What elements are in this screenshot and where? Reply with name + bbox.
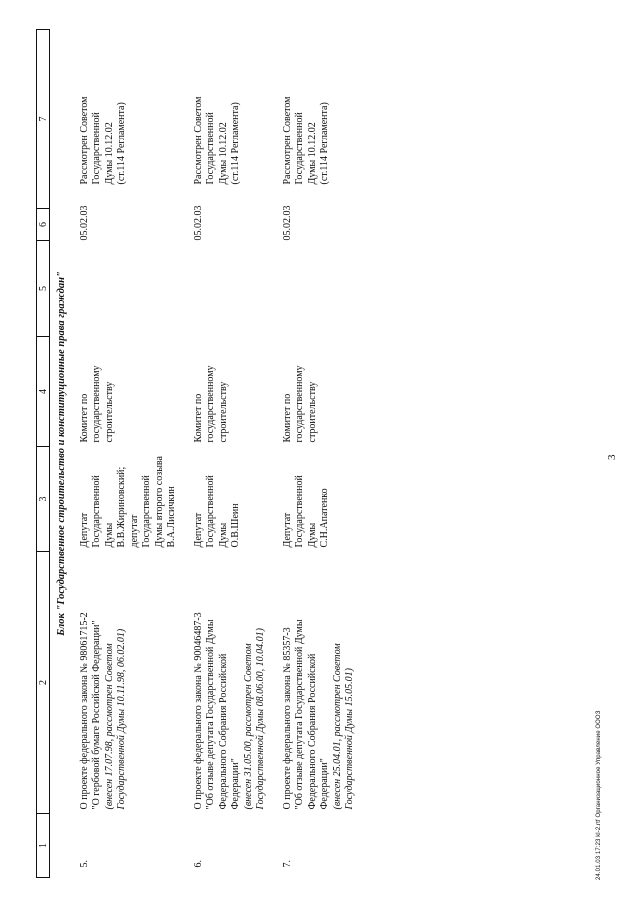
bill-title-cell: [193, 552, 282, 814]
text-line: (ст.114 Регламента): [319, 102, 330, 185]
text-line: Депутат: [192, 512, 204, 548]
status-cell: [79, 30, 193, 209]
text-line: Государственной: [205, 475, 216, 548]
bill-title-cell: [282, 552, 371, 814]
item-number: 7.: [281, 860, 293, 868]
text-line: депутат: [128, 514, 140, 548]
text-line: строительству: [103, 381, 115, 443]
bill-title-cell: [79, 552, 193, 814]
text-line: строительству: [217, 381, 229, 443]
column-header: 2: [37, 552, 50, 814]
text-line: О проекте федерального закона № 85357-3: [281, 627, 293, 810]
text-line: государственному: [205, 365, 216, 443]
text-line: Комитет по: [281, 393, 293, 443]
column-header: 5: [37, 241, 50, 337]
text-line: Комитет по: [192, 393, 204, 443]
text-line: В.А.Лисичкин: [166, 486, 177, 548]
text-line: Государственной: [141, 475, 152, 548]
footer-text: 24.01.03 17:23 kl-2.rtf Организационное Управление ОООЗ: [596, 710, 602, 880]
block-title-row: [50, 30, 79, 878]
authors-cell: [193, 447, 282, 552]
text-line: Государственной: [91, 475, 102, 548]
column-header: 6: [37, 209, 50, 241]
text-line: Федерального Собрания Российской: [306, 653, 318, 810]
empty-cell: [79, 241, 193, 337]
table-body: [50, 30, 371, 878]
column-number-row: [37, 30, 50, 878]
empty-cell: [282, 241, 371, 337]
committee-cell: [282, 337, 371, 447]
text-line: С.Н.Апатенко: [319, 488, 330, 548]
text-line: Думы второго созыва: [153, 456, 165, 548]
date-cell: 05.02.03: [78, 205, 90, 241]
page-number: 3: [606, 454, 618, 460]
note-line: (внесен 25.04.01, рассмотрен Советом: [331, 643, 343, 810]
text-line: Рассмотрен Советом: [281, 96, 293, 185]
table-row: [193, 30, 282, 878]
text-line: Рассмотрен Советом: [192, 96, 204, 185]
text-line: Федерации": [319, 758, 330, 810]
text-line: Думы: [306, 522, 318, 548]
authors-cell: [79, 447, 193, 552]
empty-cell: [193, 241, 282, 337]
text-line: "Об отзыве депутата Государственной Думы: [205, 619, 216, 810]
text-line: Депутат: [78, 512, 90, 548]
text-line: (ст.114 Регламента): [230, 102, 241, 185]
text-line: государственному: [294, 365, 305, 443]
text-line: "Об отзыве депутата Государственной Думы: [294, 619, 305, 810]
agenda-table: [36, 29, 371, 878]
column-header: 7: [37, 30, 50, 209]
text-line: Думы: [103, 522, 115, 548]
table-row: [79, 30, 193, 878]
table-row: [282, 30, 371, 878]
text-line: Государственной: [294, 475, 305, 548]
text-line: В.В.Жириновский;: [116, 466, 127, 548]
text-line: Думы 10.12.02: [217, 122, 229, 185]
text-line: Думы 10.12.02: [103, 122, 115, 185]
note-line: Государственной Думы 08.06.00, 10.04.01): [255, 628, 266, 810]
note-line: Государственной Думы 15.05.01): [344, 668, 355, 810]
text-line: Думы 10.12.02: [306, 122, 318, 185]
text-line: Федерации": [230, 758, 241, 810]
text-line: Федерального Собрания Российской: [217, 653, 229, 810]
note-line: Государственной Думы 10.11.98, 06.02.01): [116, 628, 127, 810]
text-line: Государственной: [91, 112, 102, 185]
column-header: 1: [37, 814, 50, 878]
text-line: Комитет по: [78, 393, 90, 443]
column-header: 4: [37, 337, 50, 447]
block-title: Блок "Государственное строительство и конституционные права граждан": [56, 271, 67, 636]
date-cell: 05.02.03: [192, 205, 204, 241]
text-line: Государственной: [294, 112, 305, 185]
text-line: О проекте федерального закона № 98061715-2: [78, 612, 90, 810]
column-header: 3: [37, 447, 50, 552]
text-line: Депутат: [281, 512, 293, 548]
committee-cell: [79, 337, 193, 447]
status-cell: [282, 30, 371, 209]
item-number: 5.: [78, 860, 90, 868]
item-number: 6.: [192, 860, 204, 868]
authors-cell: [282, 447, 371, 552]
text-line: Думы: [217, 522, 229, 548]
status-cell: [193, 30, 282, 209]
note-line: (внесен 31.05.00, рассмотрен Советом: [242, 643, 254, 810]
text-line: строительству: [306, 381, 318, 443]
text-line: О проекте федерального закона № 90046487-3: [192, 612, 204, 810]
note-line: (внесен 17.07.98, рассмотрен Советом: [103, 643, 115, 810]
text-line: О.В.Шеин: [230, 503, 241, 548]
text-line: Государственной: [205, 112, 216, 185]
text-line: Рассмотрен Советом: [78, 96, 90, 185]
date-cell: 05.02.03: [281, 205, 293, 241]
text-line: (ст.114 Регламента): [116, 102, 127, 185]
text-line: государственному: [91, 365, 102, 443]
committee-cell: [193, 337, 282, 447]
text-line: "О гербовой бумаге Российской Федерации": [91, 620, 102, 810]
